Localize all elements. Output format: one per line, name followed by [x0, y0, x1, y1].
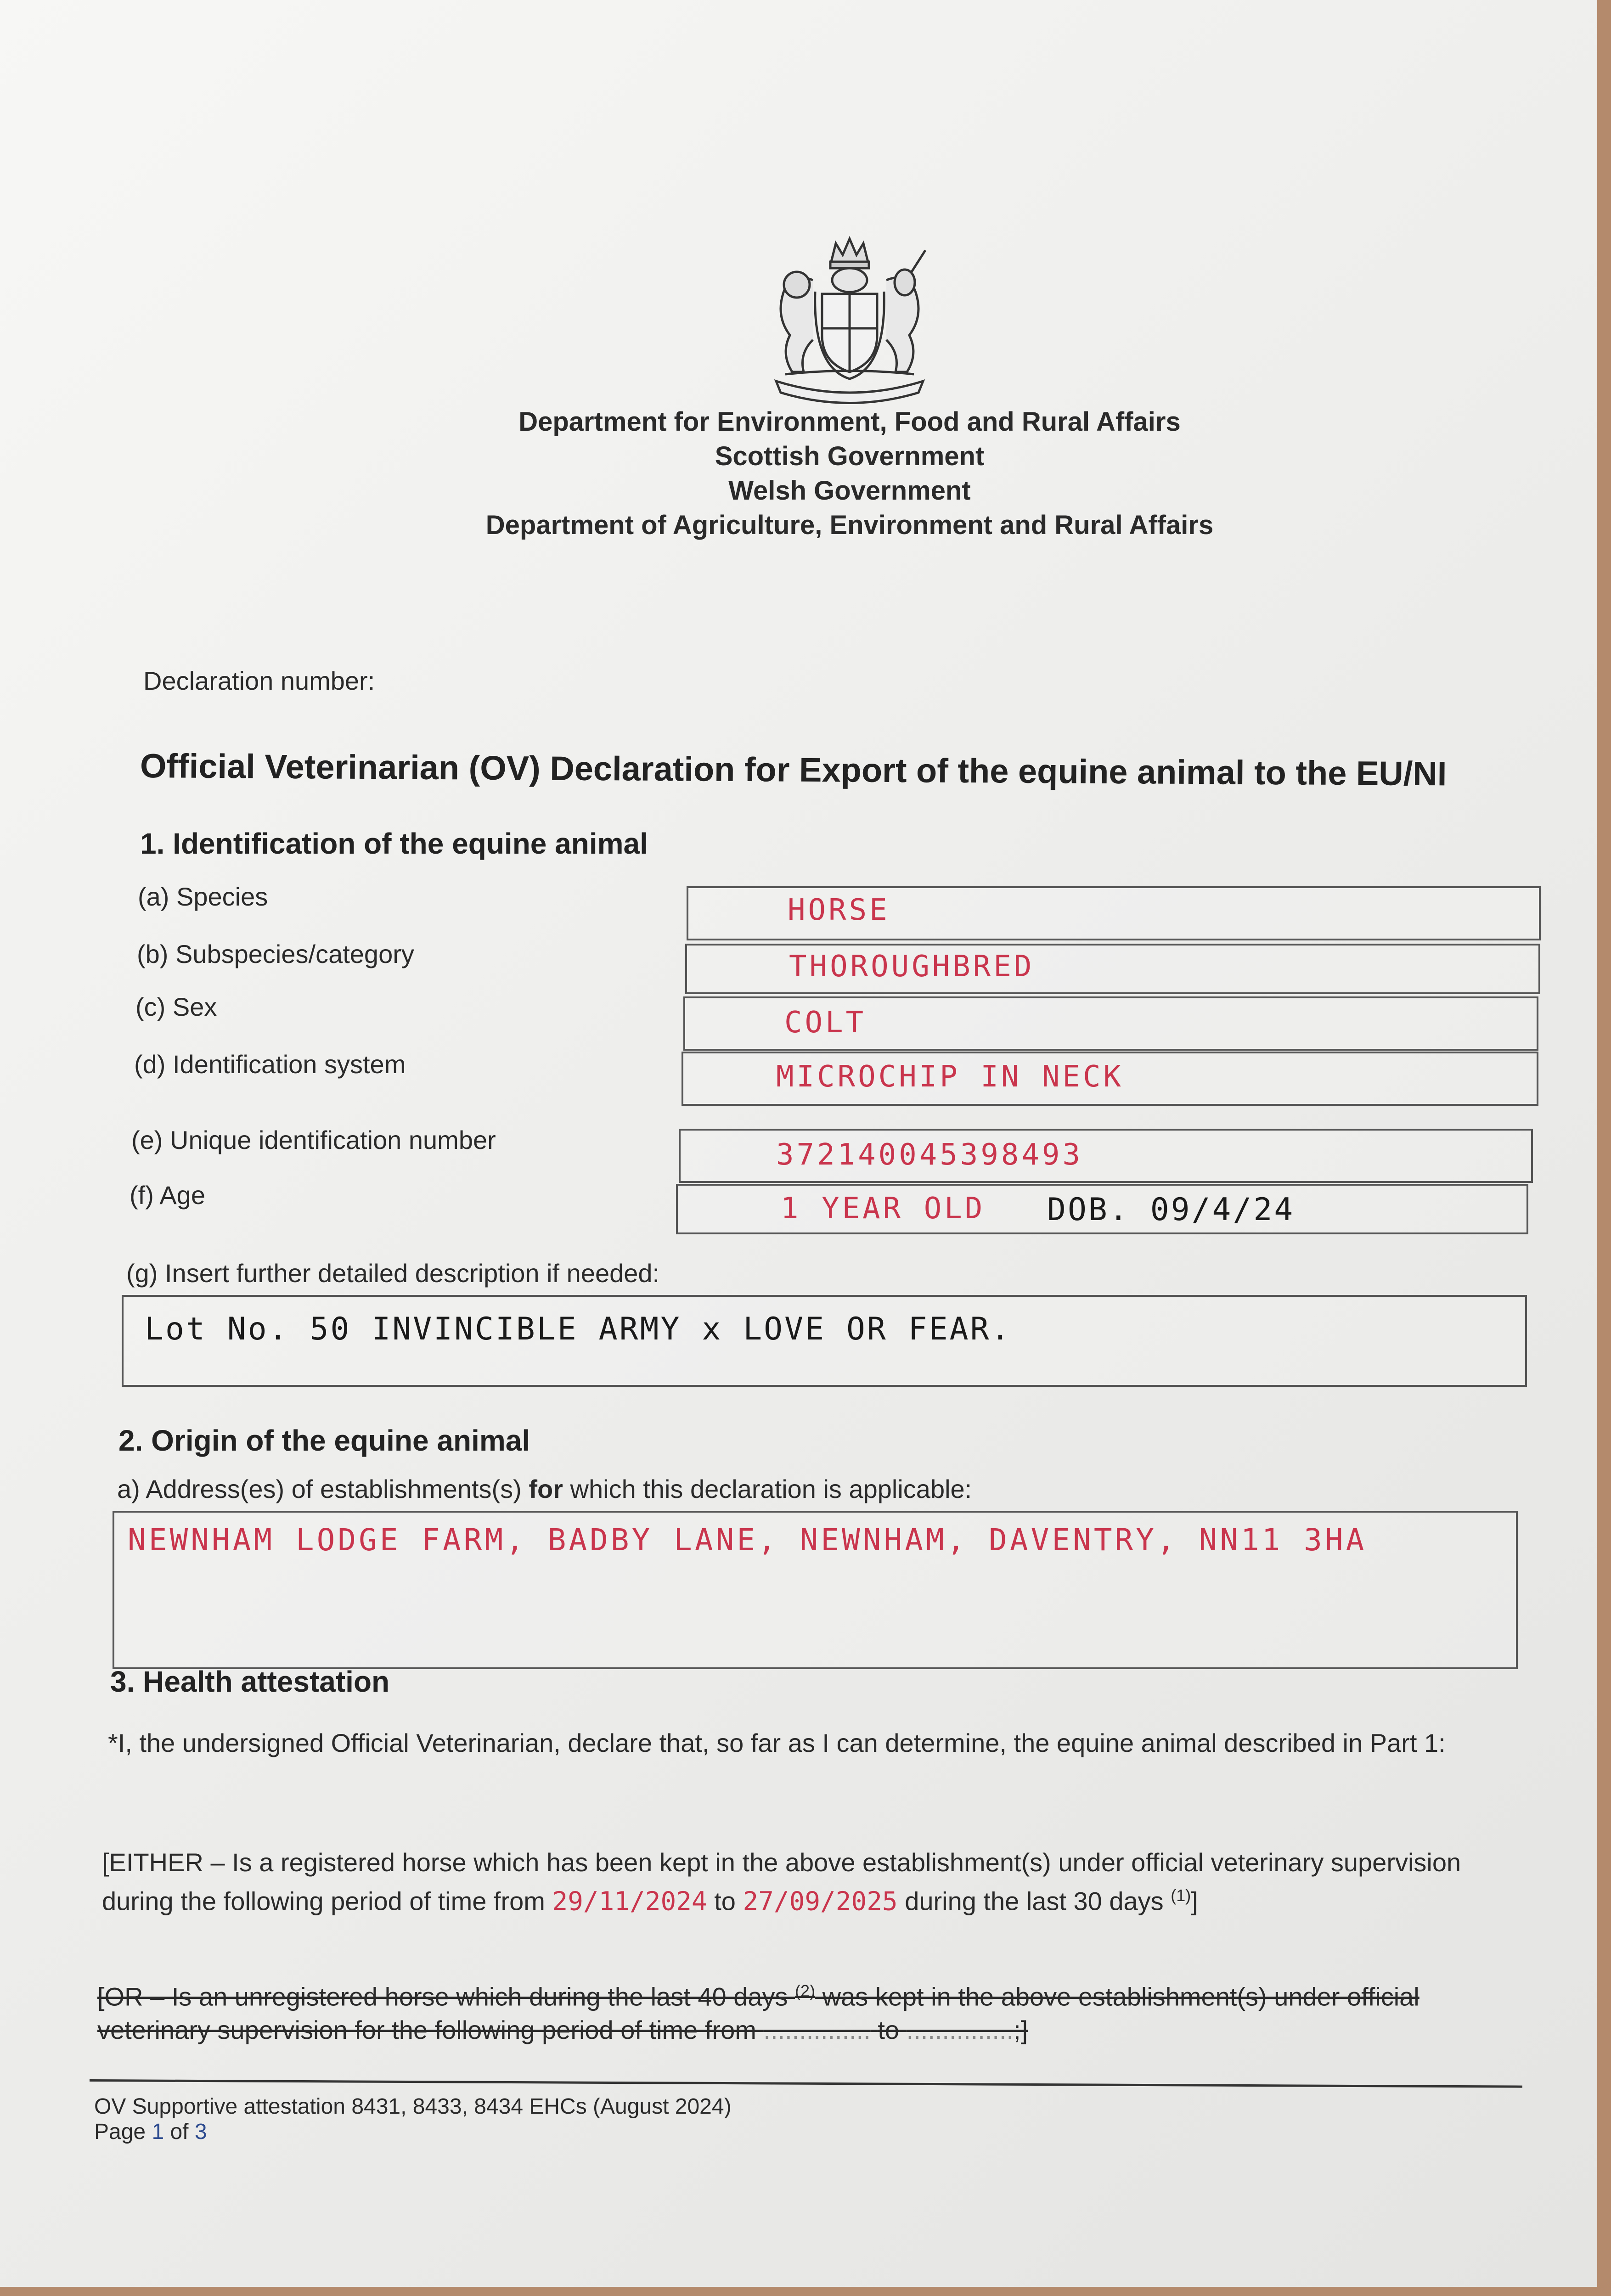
- sex-label: (c) Sex: [135, 992, 217, 1021]
- species-label: (a) Species: [138, 882, 268, 911]
- species-value: HORSE: [788, 893, 890, 927]
- footer-form-reference: OV Supportive attestation 8431, 8433, 8434 EHCs (August 2024): [94, 2094, 732, 2119]
- health-attestation-intro: *I, the undersigned Official Veterinarian, declare that, so far as I can determine, the equine animal described in Part 1:: [108, 1728, 1446, 1757]
- or-clause: [OR – Is an unregistered horse which during the last 40 days $^{(2)}$ was kept in the above establishment(s) under official veterinary supervision for the following period of time from ............... to ...............;]: [97, 1981, 1419, 2044]
- sex-value: COLT: [784, 1006, 867, 1040]
- declaration-number-label: Declaration number:: [143, 666, 375, 695]
- address-label: a) Address(es) of establishments(s) for which this declaration is applicable:: [117, 1474, 972, 1503]
- footer-divider: [90, 2079, 1522, 2088]
- document-title: Official Veterinarian (OV) Declaration for Export of the equine animal to the EU/NI: [140, 747, 1447, 793]
- royal-coat-of-arms-logo: [749, 230, 951, 404]
- section-3-heading: 3. Health attestation: [110, 1665, 390, 1698]
- identification-system-label: (d) Identification system: [134, 1050, 406, 1079]
- subspecies-label: (b) Subspecies/category: [137, 940, 414, 968]
- either-clause: [EITHER – Is a registered horse which has been kept in the above establishment(s) under official veterinary supervision during the following period of time from 29/11/2024 to 27/09/2025 during the last 30 days $^{(1)}$]: [102, 1848, 1461, 1917]
- further-description-value: Lot No. 50 INVINCIBLE ARMY x LOVE OR FEAR.: [145, 1311, 1012, 1347]
- age-value: 1 YEAR OLD: [781, 1192, 986, 1226]
- agency-scottish-government: Scottish Government: [715, 441, 985, 471]
- further-description-label: (g) Insert further detailed description if needed:: [126, 1259, 660, 1288]
- unique-id-label: (e) Unique identification number: [131, 1125, 496, 1154]
- section-1-heading: 1. Identification of the equine animal: [140, 827, 648, 860]
- agency-welsh-government: Welsh Government: [728, 476, 971, 506]
- date-of-birth-value: DOB. 09/4/24: [1047, 1192, 1295, 1228]
- subspecies-value: THOROUGHBRED: [789, 950, 1035, 984]
- agency-defra: Department for Environment, Food and Rural Affairs: [518, 407, 1181, 437]
- section-2-heading: 2. Origin of the equine animal: [118, 1424, 530, 1457]
- footer-page-number: Page 1 of 3: [94, 2120, 207, 2144]
- unique-id-value: 372140045398493: [776, 1138, 1083, 1172]
- either-to-date: 27/09/2025: [743, 1886, 898, 1917]
- either-from-date: 29/11/2024: [552, 1886, 707, 1917]
- address-value: NEWNHAM LODGE FARM, BADBY LANE, NEWNHAM, DAVENTRY, NN11 3HA: [128, 1522, 1367, 1558]
- agency-daera: Department of Agriculture, Environment and Rural Affairs: [485, 510, 1214, 540]
- identification-system-value: MICROCHIP IN NECK: [776, 1060, 1124, 1094]
- age-label: (f) Age: [130, 1181, 205, 1210]
